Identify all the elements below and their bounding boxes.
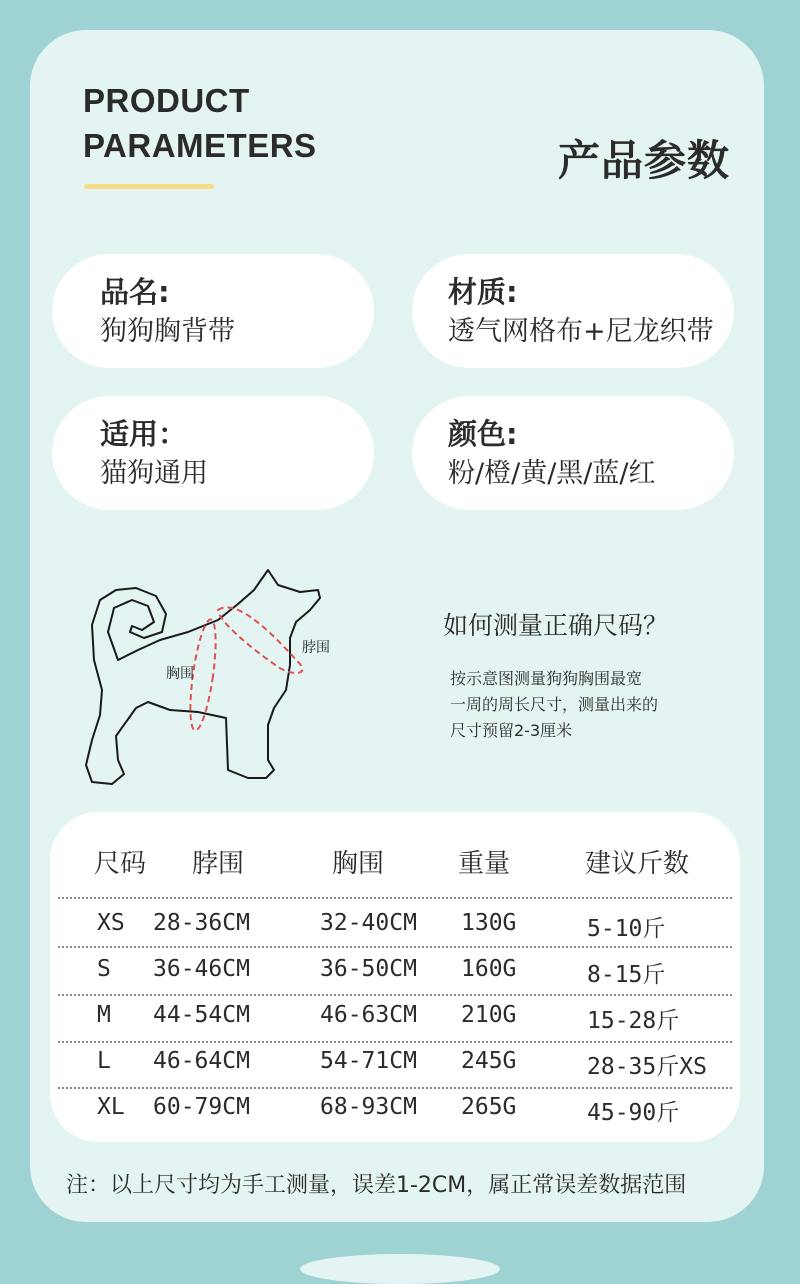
measure-desc-line: 按示意图测量狗狗胸围最宽 bbox=[450, 669, 643, 688]
param-value: 粉/橙/黄/黑/蓝/红 bbox=[448, 458, 656, 489]
neck-label: 脖围 bbox=[302, 640, 330, 656]
table-cell-recommended: 8-15斤 bbox=[587, 962, 666, 988]
row-divider bbox=[58, 897, 732, 899]
english-title-line1: PRODUCT bbox=[83, 82, 250, 119]
row-divider bbox=[58, 1041, 732, 1043]
param-material-pill bbox=[412, 254, 734, 368]
param-label: 适用： bbox=[100, 417, 188, 451]
table-cell-neck: 60-79CM bbox=[153, 1094, 250, 1120]
footnote: 注：以上尺寸均为手工测量，误差1-2CM，属正常误差数据范围 bbox=[66, 1173, 687, 1198]
table-cell-neck: 46-64CM bbox=[153, 1048, 250, 1074]
table-cell-weight: 265G bbox=[461, 1094, 517, 1120]
param-value: 狗狗胸背带 bbox=[100, 316, 235, 347]
table-cell-recommended: 45-90斤 bbox=[587, 1100, 680, 1126]
header-weight: 重量 bbox=[458, 849, 511, 879]
table-cell-chest: 36-50CM bbox=[320, 956, 417, 982]
row-divider bbox=[58, 946, 732, 948]
header-chest: 胸围 bbox=[332, 849, 385, 879]
english-title-line2: PARAMETERS bbox=[83, 127, 317, 164]
dog-measurement-diagram bbox=[78, 560, 348, 790]
table-cell-weight: 130G bbox=[461, 910, 517, 936]
chest-label: 胸围 bbox=[166, 666, 194, 682]
table-cell-chest: 68-93CM bbox=[320, 1094, 417, 1120]
measure-desc-line: 尺寸预留2-3厘米 bbox=[450, 721, 573, 740]
header-size: 尺码 bbox=[94, 849, 147, 879]
row-divider bbox=[58, 994, 732, 996]
param-value: 猫狗通用 bbox=[100, 458, 208, 489]
measure-description bbox=[450, 666, 710, 744]
table-cell-size: S bbox=[97, 956, 111, 982]
row-divider bbox=[58, 1087, 732, 1089]
table-cell-recommended: 15-28斤 bbox=[587, 1008, 680, 1034]
param-name-pill bbox=[52, 254, 374, 368]
chinese-title: 产品参数 bbox=[557, 136, 730, 185]
table-cell-chest: 54-71CM bbox=[320, 1048, 417, 1074]
table-cell-recommended: 5-10斤 bbox=[587, 916, 666, 942]
param-color-pill bbox=[412, 396, 734, 510]
table-cell-size: XL bbox=[97, 1094, 125, 1120]
table-cell-neck: 44-54CM bbox=[153, 1002, 250, 1028]
param-label: 材质: bbox=[448, 275, 518, 309]
table-cell-size: L bbox=[97, 1048, 111, 1074]
table-cell-weight: 160G bbox=[461, 956, 517, 982]
measure-question: 如何测量正确尺码？ bbox=[443, 611, 669, 640]
table-cell-neck: 36-46CM bbox=[153, 956, 250, 982]
table-cell-chest: 32-40CM bbox=[320, 910, 417, 936]
table-cell-size: XS bbox=[97, 910, 125, 936]
param-value: 透气网格布+尼龙织带 bbox=[448, 316, 714, 347]
table-cell-size: M bbox=[97, 1002, 111, 1028]
header-neck: 脖围 bbox=[192, 849, 245, 879]
header-recommended: 建议斤数 bbox=[585, 849, 690, 879]
param-label: 颜色: bbox=[448, 417, 518, 451]
table-cell-weight: 210G bbox=[461, 1002, 517, 1028]
dog-outline bbox=[86, 570, 320, 784]
table-cell-neck: 28-36CM bbox=[153, 910, 250, 936]
table-cell-weight: 245G bbox=[461, 1048, 517, 1074]
title-underline bbox=[84, 184, 214, 189]
param-usage-pill bbox=[52, 396, 374, 510]
english-title bbox=[83, 78, 317, 168]
bottom-tab-decoration bbox=[300, 1254, 500, 1284]
measure-desc-line: 一周的周长尺寸，测量出来的 bbox=[450, 695, 659, 714]
table-cell-recommended: 28-35斤XS bbox=[587, 1054, 707, 1080]
param-label: 品名: bbox=[100, 275, 170, 309]
table-cell-chest: 46-63CM bbox=[320, 1002, 417, 1028]
